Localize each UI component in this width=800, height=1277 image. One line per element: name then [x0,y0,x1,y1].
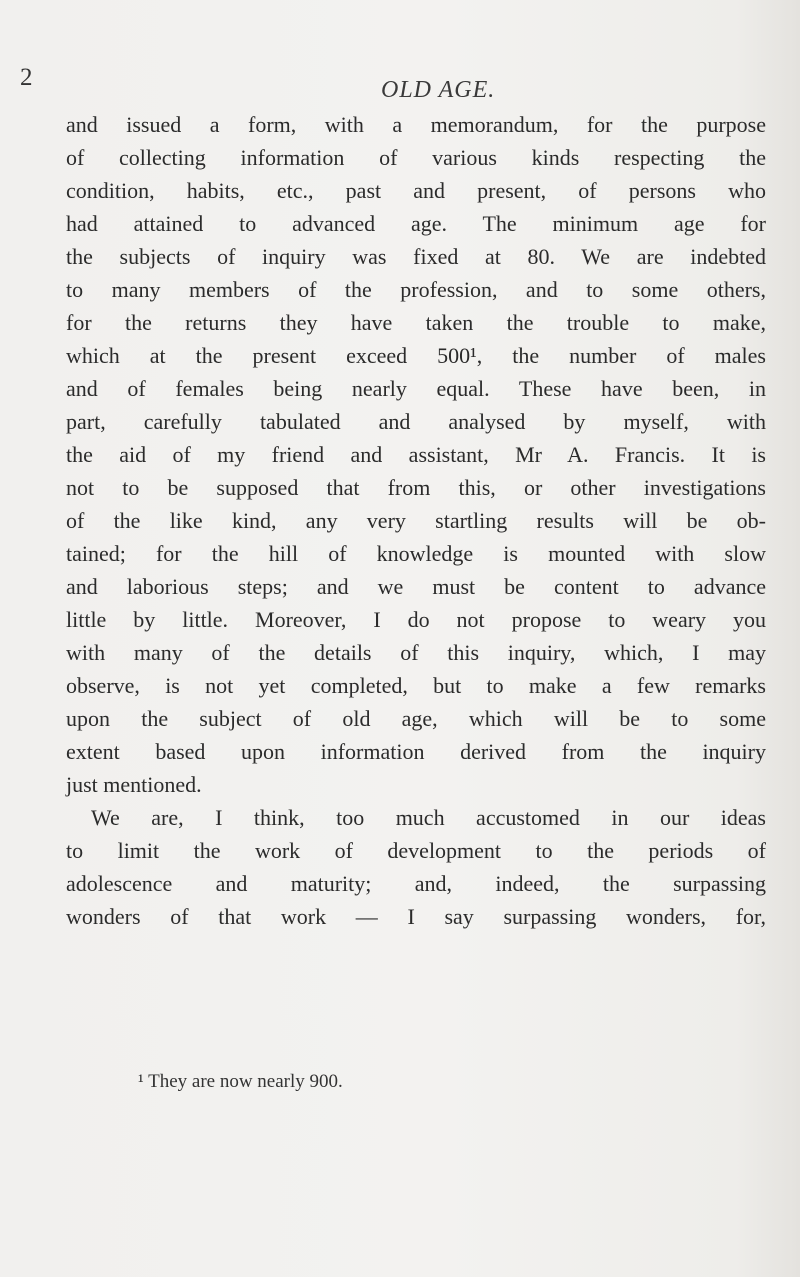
text-line: and laborious steps; and we must be content to advance [66,574,766,599]
text-line: upon the subject of old age, which will be to some [66,706,766,731]
text-line: wonders of that work — I say surpassing wonders, for, [66,904,766,929]
text-line: condition, habits, etc., past and present, of persons who [66,178,766,203]
text-line: which at the present exceed 500¹, the number of males [66,343,766,368]
text-line: and of females being nearly equal. These have been, in [66,376,766,401]
text-line: observe, is not yet completed, but to make a few remarks [66,673,766,698]
text-line: of the like kind, any very startling results will be ob- [66,508,766,533]
text-line: the subjects of inquiry was fixed at 80. We are indebted [66,244,766,269]
text-line: We are, I think, too much accustomed in our ideas [91,805,766,830]
paragraph-2 [66,801,766,933]
paragraph-1 [66,108,766,801]
text-line: tained; for the hill of knowledge is mounted with slow [66,541,766,566]
text-line: to many members of the profession, and to some others, [66,277,766,302]
text-line: the aid of my friend and assistant, Mr A. Francis. It is [66,442,766,467]
text-line: adolescence and maturity; and, indeed, the surpassing [66,871,766,896]
page-number: 2 [20,64,33,91]
text-line: extent based upon information derived from the inquiry [66,739,766,764]
text-line: and issued a form, with a memorandum, for the purpose [66,112,766,137]
text-line: little by little. Moreover, I do not propose to weary you [66,607,766,632]
text-line: part, carefully tabulated and analysed by myself, with [66,409,766,434]
running-head: OLD AGE. [381,77,496,103]
footnote: ¹ They are now nearly 900. [138,1071,343,1092]
text-line: to limit the work of development to the periods of [66,838,766,863]
body-text [66,108,766,933]
text-line: just mentioned. [66,772,202,797]
text-line: of collecting information of various kinds respecting the [66,145,766,170]
text-line: not to be supposed that from this, or other investigations [66,475,766,500]
text-line: had attained to advanced age. The minimum age for [66,211,766,236]
text-line: with many of the details of this inquiry, which, I may [66,640,766,665]
text-line: for the returns they have taken the trouble to make, [66,310,766,335]
